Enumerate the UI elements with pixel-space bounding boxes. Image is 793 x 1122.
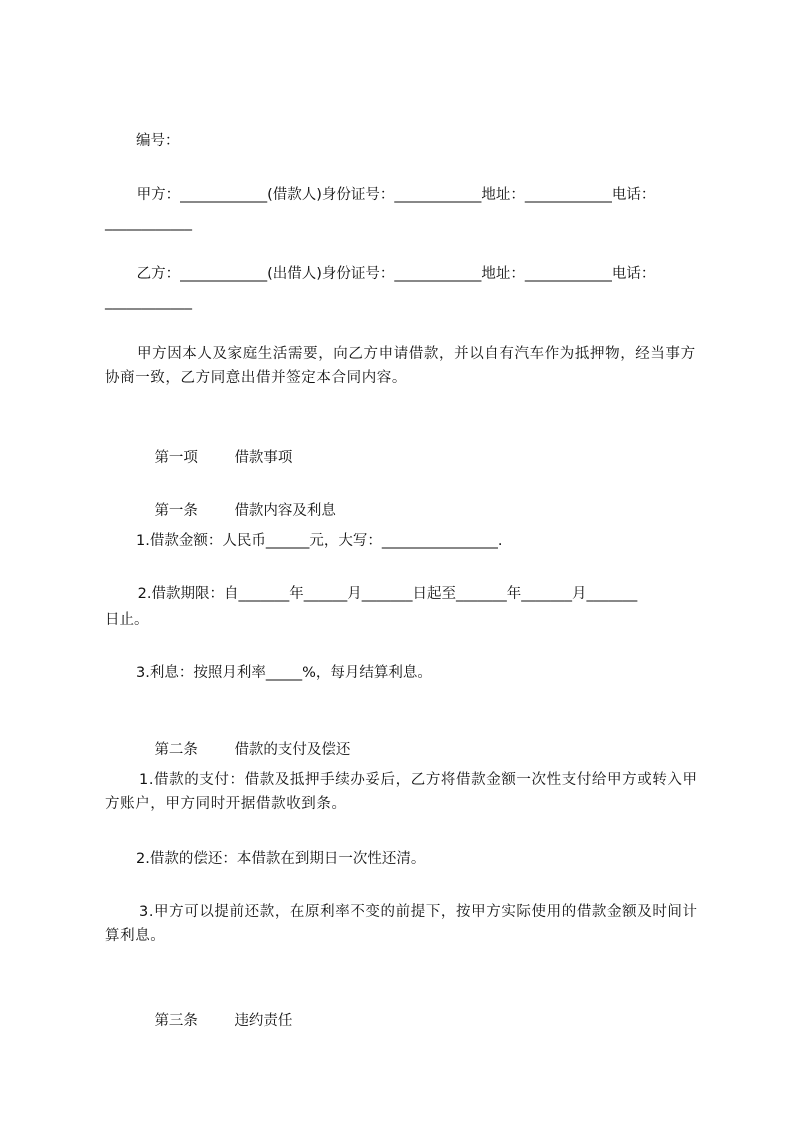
intro-paragraph: 甲方因本人及家庭生活需要，向乙方申请借款，并以自有汽车作为抵押物，经当事方协商一致，乙方同意出借并签定本合同内容。 (105, 346, 696, 386)
article-1-clause-3: 3.利息：按照月利率_____%，每月结算利息。 (136, 665, 432, 681)
article-2-clause-3: 3.甲方可以提前还款，在原利率不变的前提下，按甲方实际使用的借款金额及时间计算利息。 (105, 904, 698, 944)
article-3-number: 第三条 (154, 1013, 198, 1029)
contract-number-label: 编号： (136, 133, 180, 149)
party-b-phone-blank: ____________ (105, 294, 192, 310)
article-1-clause-2: 2.借款期限：自_______年______月_______日起至_______年_______月_______ (133, 586, 638, 602)
article-2-clause-1: 1.借款的支付：借款及抵押手续办妥后，乙方将借款金额一次性支付给甲方或转入甲方账户，甲方同时开据借款收到条。 (105, 772, 698, 812)
article-3-heading (136, 985, 736, 1057)
article-2-number: 第二条 (154, 742, 198, 758)
party-a-phone-blank: ____________ (105, 215, 192, 231)
party-b-line: 乙方：____________(出借人)身份证号：____________地址：____________电话： (132, 266, 656, 282)
article-2-title: 借款的支付及偿还 (234, 742, 351, 758)
party-a-line: 甲方：____________(借款人)身份证号：____________地址：____________电话： (132, 187, 656, 203)
article-1-title: 借款内容及利息 (234, 503, 336, 519)
article-2-clause-2: 2.借款的偿还：本借款在到期日一次性还清。 (136, 851, 426, 867)
article-3-title: 违约责任 (234, 1013, 293, 1029)
article-1-clause-2-end: 日止。 (105, 612, 149, 628)
article-1-number: 第一条 (154, 503, 198, 519)
article-1-clause-1: 1.借款金额：人民币______元，大写：________________. (136, 533, 503, 549)
item-1-title: 借款事项 (234, 450, 293, 466)
item-1-number: 第一项 (154, 450, 198, 466)
